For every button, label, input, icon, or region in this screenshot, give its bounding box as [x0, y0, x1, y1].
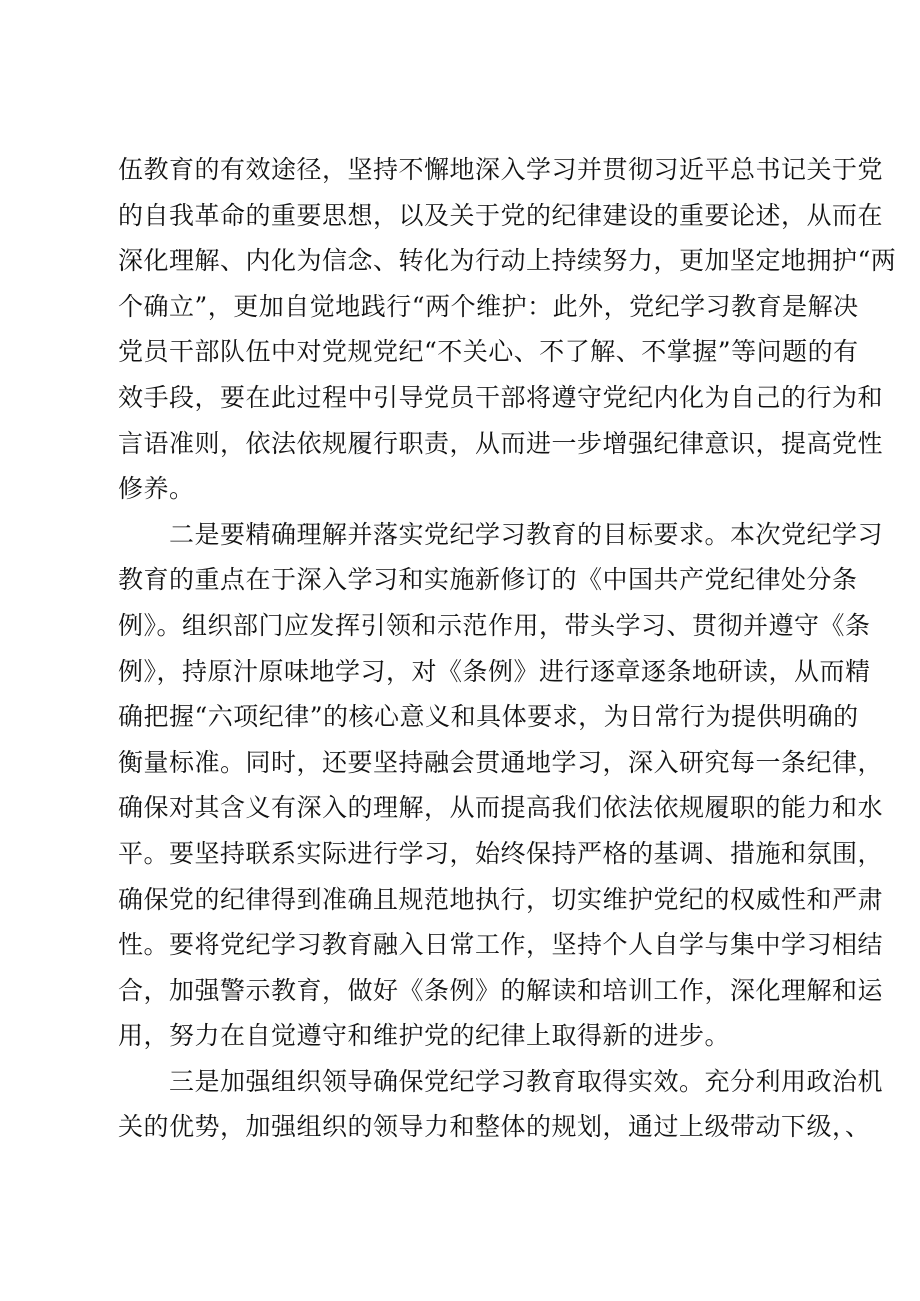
text-line: 效手段，要在此过程中引导党员干部将遵守党纪内化为自己的行为和	[118, 382, 884, 412]
text-line: 二是要精确理解并落实党纪学习教育的目标要求。本次党纪学习	[118, 519, 884, 549]
text-line: 例》，持原汁原味地学习，对《条例》进行逐章逐条地研读，从而精	[118, 656, 871, 686]
text-line: 言语准则，依法依规履行职责，从而进一步增强纪律意识，提高党性	[118, 428, 884, 458]
text-line: 平。要坚持联系实际进行学习，始终保持严格的基调、措施和氛围，	[118, 838, 884, 868]
text-line: 关的优势，加强组织的领导力和整体的规划，通过上级带动下级，、	[118, 1112, 871, 1142]
text-line: 三是加强组织领导确保党纪学习教育取得实效。充分利用政治机	[118, 1066, 884, 1096]
text-line: 深化理解、内化为信念、转化为行动上持续努力，更加坚定地拥护“两	[118, 246, 897, 276]
text-line: 个确立”，更加自觉地践行“两个维护：此外，党纪学习教育是解决	[118, 291, 859, 321]
paragraph-3	[118, 1059, 884, 1150]
text-line: 确保对其含义有深入的理解，从而提高我们依法依规履职的能力和水	[118, 793, 884, 823]
document-body	[118, 147, 897, 1150]
text-line: 修养。	[118, 474, 195, 504]
text-line: 衡量标准。同时，还要坚持融会贯通地学习，深入研究每一条纪律，	[118, 747, 884, 777]
text-line: 教育的重点在于深入学习和实施新修订的《中国共产党纪律处分条	[118, 565, 858, 595]
text-line: 例》。组织部门应发挥引领和示范作用，带头学习、贯彻并遵守《条	[118, 610, 871, 640]
paragraph-1	[118, 147, 897, 512]
text-line: 确保党的纪律得到准确且规范地执行，切实维护党纪的权威性和严肃	[118, 884, 884, 914]
text-line: 性。要将党纪学习教育融入日常工作，坚持个人自学与集中学习相结	[118, 930, 884, 960]
text-line: 的自我革命的重要思想，以及关于党的纪律建设的重要论述，从而在	[118, 200, 884, 230]
text-line: 确把握“六项纪律”的核心意义和具体要求，为日常行为提供明确的	[118, 702, 859, 732]
paragraph-2	[118, 512, 884, 1059]
text-line: 伍教育的有效途径，坚持不懈地深入学习并贯彻习近平总书记关于党	[118, 155, 884, 184]
text-line: 用，努力在自觉遵守和维护党的纪律上取得新的进步。	[118, 1021, 731, 1051]
text-line: 党员干部队伍中对党规党纪“不关心、不了解、不掌握”等问题的有	[118, 337, 859, 367]
text-line: 合，加强警示教育，做好《条例》的解读和培训工作，深化理解和运	[118, 975, 884, 1005]
